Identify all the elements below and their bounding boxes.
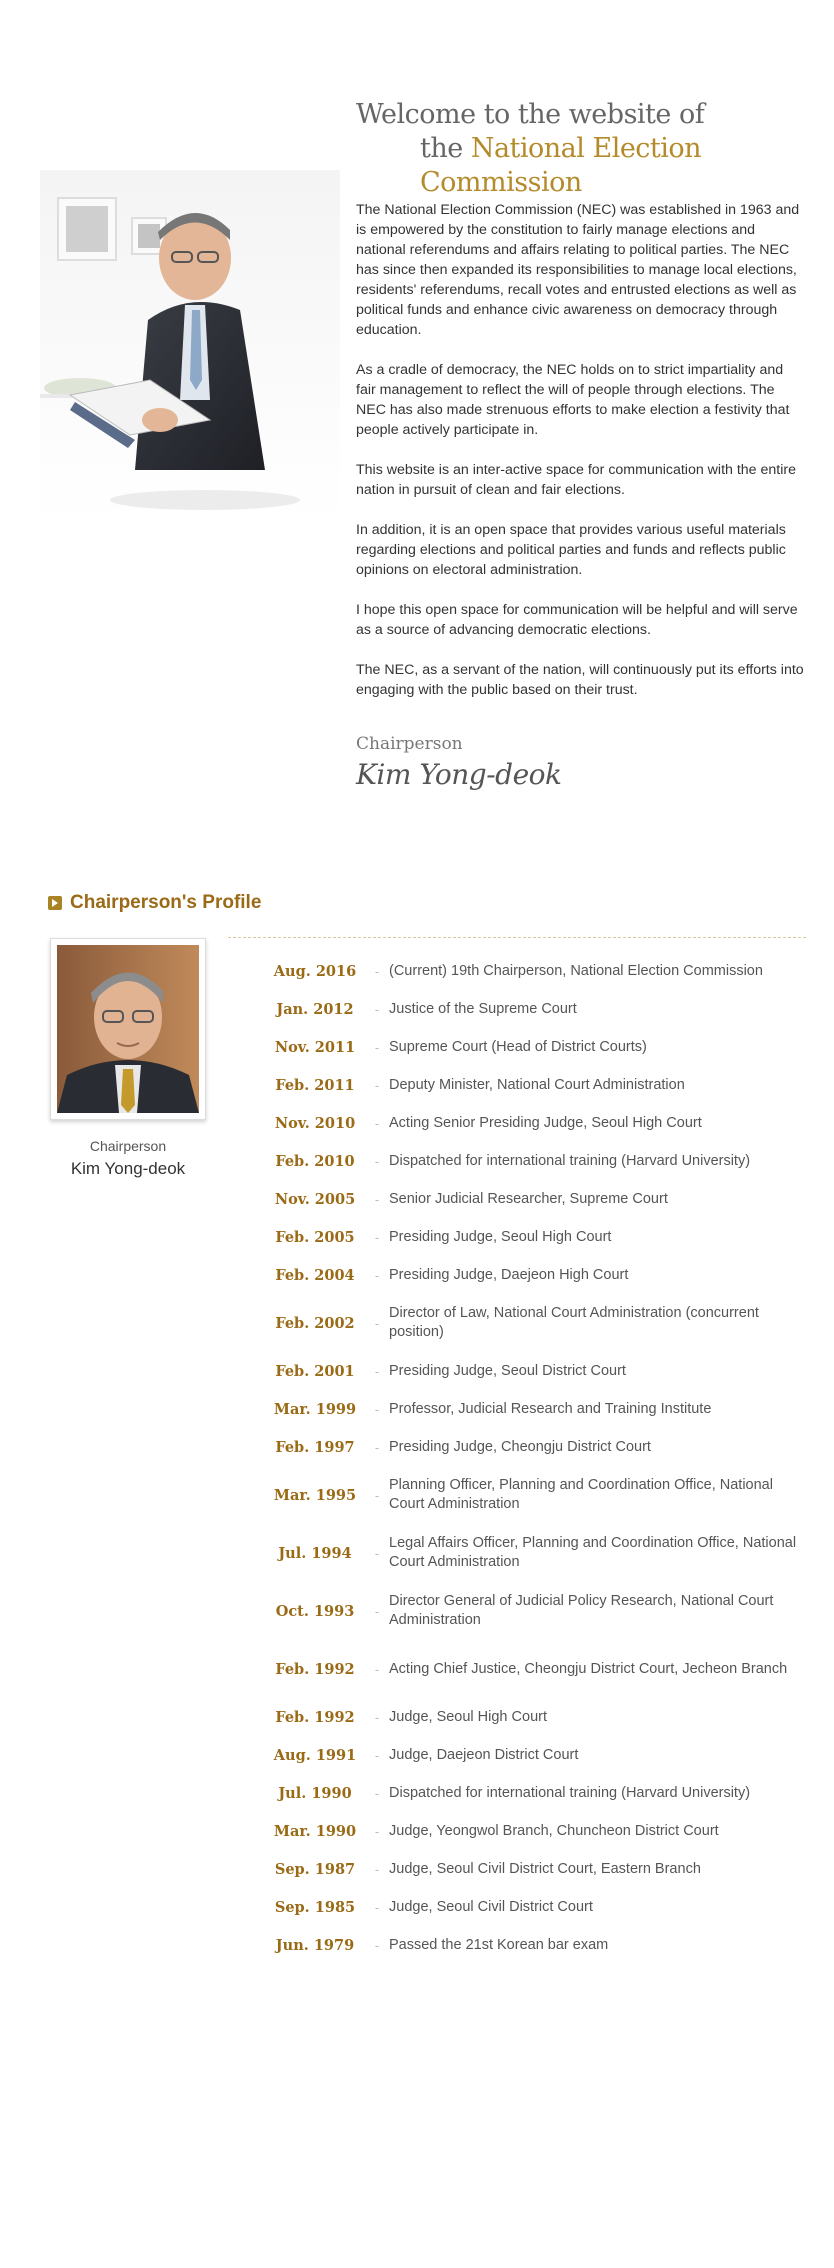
career-dash: - bbox=[374, 1115, 380, 1131]
career-row bbox=[265, 1428, 813, 1466]
chairperson-hero-photo bbox=[40, 170, 340, 520]
career-row bbox=[265, 1812, 813, 1850]
career-dash: - bbox=[374, 1267, 380, 1283]
career-position: Supreme Court (Head of District Courts) bbox=[389, 1038, 647, 1055]
career-position: Judge, Yeongwol Branch, Chuncheon District Court bbox=[389, 1822, 719, 1839]
intro-paragraph: This website is an inter-active space for communication with the entire nation in pursuit of clean and fair elections. bbox=[356, 462, 797, 498]
intro-paragraph: The National Election Commission (NEC) was established in 1963 and is empowered by the constitution to fairly manage elections and national referendums and affairs relating to political parties. The NEC has since then expanded its responsibilities to manage local elections, residents' referendums, recall votes and entrusted elections as well as political funds and enhance civic awareness on democracy through education. bbox=[356, 202, 800, 338]
career-dash: - bbox=[374, 1785, 380, 1801]
welcome-heading-line2 bbox=[356, 132, 806, 200]
career-dash: - bbox=[374, 1439, 380, 1455]
career-dash: - bbox=[374, 1603, 380, 1619]
career-position: Judge, Seoul Civil District Court, Eastern Branch bbox=[389, 1860, 701, 1877]
career-date: Sep. 1985 bbox=[274, 1898, 356, 1916]
career-dash: - bbox=[374, 1487, 380, 1503]
career-date: Aug. 2016 bbox=[273, 962, 357, 980]
intro-paragraph: The NEC, as a servant of the nation, will continuously put its efforts into engaging with the public based on their trust. bbox=[356, 662, 804, 698]
career-timeline bbox=[265, 952, 813, 1964]
career-position: Acting Senior Presiding Judge, Seoul High Court bbox=[389, 1114, 702, 1131]
signature-role: Chairperson bbox=[356, 734, 463, 754]
career-row bbox=[265, 1888, 813, 1926]
career-position: Justice of the Supreme Court bbox=[389, 1000, 577, 1017]
career-date: Oct. 1993 bbox=[275, 1602, 355, 1620]
career-date: Feb. 1997 bbox=[275, 1438, 355, 1456]
welcome-heading-prefix: the bbox=[420, 133, 463, 164]
career-dash: - bbox=[374, 963, 380, 979]
career-row bbox=[265, 1698, 813, 1736]
portrait-caption-role: Chairperson bbox=[89, 1138, 167, 1154]
career-date: Nov. 2005 bbox=[274, 1190, 356, 1208]
career-dash: - bbox=[374, 1747, 380, 1763]
career-dash: - bbox=[374, 1315, 380, 1331]
chairperson-portrait bbox=[50, 938, 206, 1120]
career-date: Mar. 1999 bbox=[273, 1400, 357, 1418]
career-date: Mar. 1990 bbox=[273, 1822, 357, 1840]
career-position: Presiding Judge, Daejeon High Court bbox=[389, 1266, 629, 1283]
career-dash: - bbox=[374, 1077, 380, 1093]
career-row bbox=[265, 1524, 813, 1582]
career-position: (Current) 19th Chairperson, National Election Commission bbox=[389, 962, 763, 979]
profile-divider bbox=[228, 937, 806, 938]
career-position: Professor, Judicial Research and Training Institute bbox=[389, 1400, 712, 1417]
career-position: Legal Affairs Officer, Planning and Coordination Office, National Court Administration bbox=[389, 1535, 797, 1570]
career-date: Feb. 2001 bbox=[275, 1362, 355, 1380]
career-date: Jul. 1994 bbox=[278, 1544, 352, 1562]
career-dash: - bbox=[374, 1709, 380, 1725]
career-row bbox=[265, 1294, 813, 1352]
career-row bbox=[265, 1218, 813, 1256]
welcome-heading-highlight: National Election Commission bbox=[420, 133, 702, 198]
welcome-heading bbox=[356, 98, 806, 200]
career-dash: - bbox=[374, 1937, 380, 1953]
career-dash: - bbox=[374, 1229, 380, 1245]
welcome-message bbox=[356, 200, 804, 720]
career-row bbox=[265, 1352, 813, 1390]
career-position: Acting Chief Justice, Cheongju District Court, Jecheon Branch bbox=[389, 1660, 788, 1677]
intro-paragraph: In addition, it is an open space that provides various useful materials regarding elections and political parties and funds and reflects public opinions on electoral administration. bbox=[356, 522, 786, 578]
career-dash: - bbox=[374, 1153, 380, 1169]
career-dash: - bbox=[374, 1401, 380, 1417]
career-dash: - bbox=[374, 1861, 380, 1877]
career-date: Jan. 2012 bbox=[276, 1000, 354, 1018]
career-date: Mar. 1995 bbox=[273, 1486, 357, 1504]
career-date: Feb. 2004 bbox=[275, 1266, 355, 1284]
career-row bbox=[265, 1104, 813, 1142]
career-row bbox=[265, 1256, 813, 1294]
career-row bbox=[265, 1736, 813, 1774]
career-dash: - bbox=[374, 1039, 380, 1055]
career-position: Presiding Judge, Seoul District Court bbox=[389, 1362, 626, 1379]
career-date: Feb. 2010 bbox=[275, 1152, 355, 1170]
intro-paragraph: As a cradle of democracy, the NEC holds on to strict impartiality and fair management to reflect the will of people through elections. The NEC has also made strenuous efforts to make election a festivity that people actively participate in. bbox=[356, 362, 790, 438]
career-date: Sep. 1987 bbox=[274, 1860, 356, 1878]
career-dash: - bbox=[374, 1001, 380, 1017]
career-row bbox=[265, 1582, 813, 1640]
career-position: Senior Judicial Researcher, Supreme Court bbox=[389, 1190, 668, 1207]
portrait-caption-name: Kim Yong-deok bbox=[70, 1159, 186, 1178]
career-date: Feb. 2002 bbox=[275, 1314, 355, 1332]
career-position: Judge, Seoul Civil District Court bbox=[389, 1898, 593, 1915]
career-row bbox=[265, 1066, 813, 1104]
career-position: Presiding Judge, Cheongju District Court bbox=[389, 1438, 651, 1455]
career-row bbox=[265, 1390, 813, 1428]
bullet-arrow-icon bbox=[48, 896, 62, 910]
career-date: Jul. 1990 bbox=[278, 1784, 352, 1802]
career-position: Deputy Minister, National Court Administration bbox=[389, 1076, 685, 1093]
career-row bbox=[265, 1640, 813, 1698]
career-date: Feb. 1992 bbox=[275, 1660, 355, 1678]
career-position: Dispatched for international training (Harvard University) bbox=[389, 1152, 751, 1169]
career-row bbox=[265, 1850, 813, 1888]
career-position: Passed the 21st Korean bar exam bbox=[389, 1936, 609, 1953]
career-row bbox=[265, 1028, 813, 1066]
intro-paragraph: I hope this open space for communication will be helpful and will serve as a source of advancing democratic elections. bbox=[356, 602, 798, 638]
career-date: Feb. 1992 bbox=[275, 1708, 355, 1726]
career-position: Judge, Daejeon District Court bbox=[389, 1746, 579, 1763]
career-row bbox=[265, 1180, 813, 1218]
career-position: Judge, Seoul High Court bbox=[389, 1708, 547, 1725]
career-position: Presiding Judge, Seoul High Court bbox=[389, 1228, 612, 1245]
career-position: Director General of Judicial Policy Research, National Court Administration bbox=[389, 1593, 774, 1628]
welcome-heading-line1: Welcome to the website of bbox=[356, 99, 705, 130]
career-position: Dispatched for international training (Harvard University) bbox=[389, 1784, 751, 1801]
career-date: Feb. 2011 bbox=[275, 1076, 355, 1094]
career-row bbox=[265, 1142, 813, 1180]
career-dash: - bbox=[374, 1899, 380, 1915]
career-dash: - bbox=[374, 1823, 380, 1839]
career-row bbox=[265, 1466, 813, 1524]
career-row bbox=[265, 1774, 813, 1812]
career-position: Planning Officer, Planning and Coordination Office, National Court Administration bbox=[389, 1477, 773, 1512]
career-row bbox=[265, 990, 813, 1028]
career-position: Director of Law, National Court Administration (concurrent position) bbox=[389, 1305, 759, 1340]
career-date: Feb. 2005 bbox=[275, 1228, 355, 1246]
career-row bbox=[265, 1926, 813, 1964]
career-dash: - bbox=[374, 1661, 380, 1677]
career-dash: - bbox=[374, 1191, 380, 1207]
career-date: Nov. 2010 bbox=[274, 1114, 356, 1132]
career-date: Aug. 1991 bbox=[273, 1746, 357, 1764]
career-dash: - bbox=[374, 1363, 380, 1379]
career-date: Jun. 1979 bbox=[275, 1936, 355, 1954]
profile-heading bbox=[48, 892, 261, 914]
career-dash: - bbox=[374, 1545, 380, 1561]
profile-heading-title: Chairperson's Profile bbox=[70, 892, 262, 913]
career-date: Nov. 2011 bbox=[274, 1038, 356, 1056]
career-row bbox=[265, 952, 813, 990]
signature-name: Kim Yong-deok bbox=[356, 758, 562, 791]
